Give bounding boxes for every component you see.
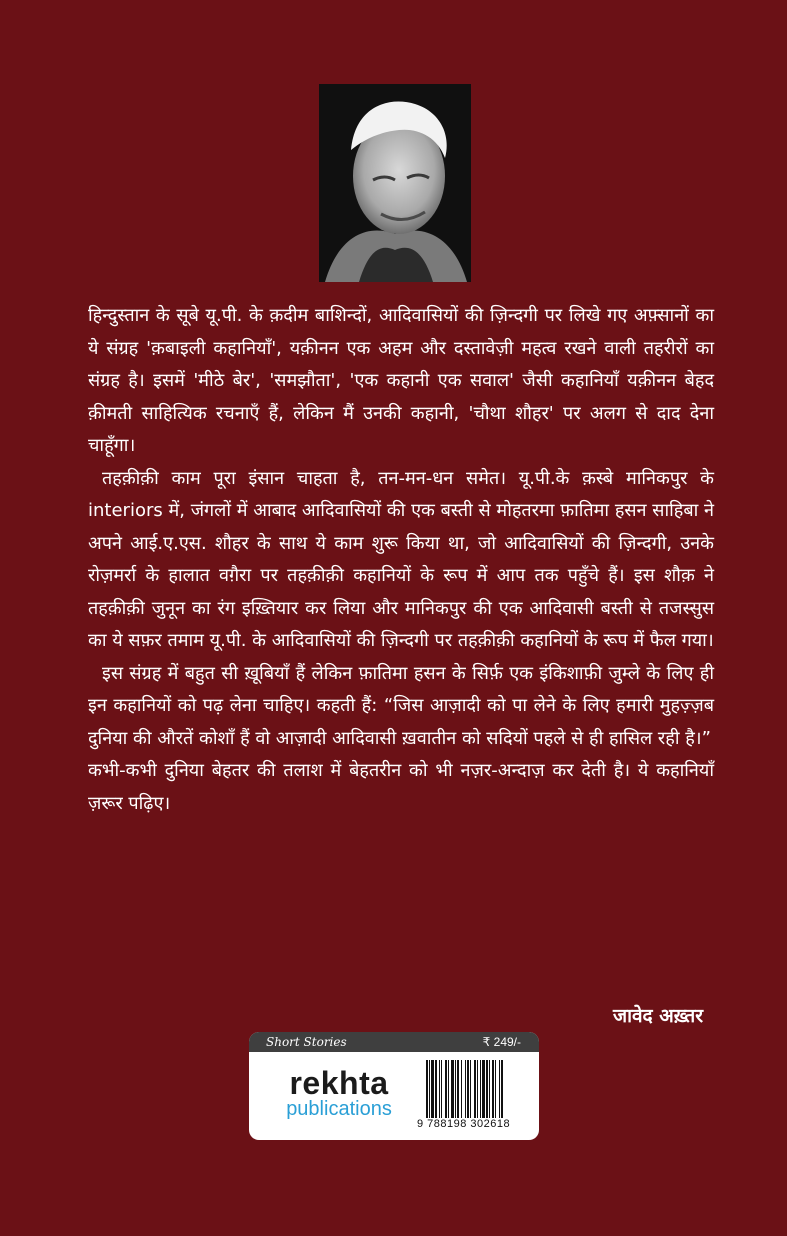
barcode-bar — [457, 1060, 459, 1118]
barcode-bar — [435, 1060, 437, 1118]
blurb-paragraph-4: कभी-कभी दुनिया बेहतर की तलाश में बेहतरीन को भी नज़र-अन्दाज़ कर देती है। ये कहानियाँ ज़रूर पढ़िए। — [88, 760, 714, 814]
barcode-bar — [465, 1060, 466, 1118]
blurb-paragraph-1: हिन्दुस्तान के सूबे यू.पी. के क़दीम बाशिन्दों, आदिवासियों की ज़िन्दगी पर लिखे गए अफ़्सानों का ये संग्रह 'क़बाइली कहानियाँ', यक़ीनन एक अहम और दस्तावेज़ी महत्व रखने वाली तहरीरों का संग्रह है। इसमें 'मीठे बेर', 'समझौता', 'एक कहानी एक सवाल' जैसी कहानियाँ यक़ीनन बेहद क़ीमती साहित्यिक रचनाएँ हैं, लेकिन मैं उनकी कहानी, 'चौथा शौहर' पर अलग से दाद देना चाहूँगा। — [88, 305, 714, 456]
barcode-bar — [480, 1060, 481, 1118]
publisher-name: rekhta — [289, 1065, 389, 1101]
price-label: ₹ 249/- — [482, 1035, 521, 1049]
barcode-bar — [448, 1060, 449, 1118]
barcode-bar — [445, 1060, 447, 1118]
barcode-bar — [501, 1060, 503, 1118]
author-portrait-icon — [319, 84, 471, 282]
barcode-icon — [425, 1060, 533, 1118]
isbn-number: 9 788198 302618 — [417, 1118, 511, 1130]
barcode-bar — [477, 1060, 478, 1118]
barcode-bar — [455, 1060, 456, 1118]
barcode-bar — [461, 1060, 462, 1118]
barcode-bar — [495, 1060, 496, 1118]
blurb-paragraph-3: इस संग्रह में बहुत सी ख़ूबियाँ हैं लेकिन फ़ातिमा हसन के सिर्फ़ एक इंकिशाफ़ी जुम्ले के लिए ही इन कहानियों को पढ़ लेना चाहिए। कहती हैं: “जिस आज़ादी को पा लेने के लिए हमारी मुहज़्ज़ब दुनिया की औरतें कोशाँ हैं वो आज़ादी आदिवासी ख़वातीन को सदियों पहले से ही हासिल रही है।” — [88, 662, 714, 749]
genre-label: Short Stories — [266, 1035, 347, 1049]
barcode-bar — [470, 1060, 471, 1118]
barcode-bar — [489, 1060, 490, 1118]
barcode-bar — [441, 1060, 442, 1118]
author-photo — [319, 84, 471, 282]
barcode-bar — [474, 1060, 476, 1118]
barcode-bar — [486, 1060, 488, 1118]
imprint-card — [249, 1032, 539, 1140]
author-signature: जावेद अख़्तर — [612, 1005, 703, 1027]
blurb-paragraph-2: तहक़ीक़ी काम पूरा इंसान चाहता है, तन-मन-धन समेत। यू.पी.के क़स्बे मानिकपुर के interiors में, जंगलों में आबाद आदिवासियों की एक बस्ती से मोहतरमा फ़ातिमा हसन साहिबा ने अपने आई.ए.एस. शौहर के साथ ये काम शुरू किया था, जो आदिवासियों की ज़िन्दगी, उनके रोज़मर्रा के हालात वग़ैरा पर तहक़ीक़ी कहानियों के रूप में आप तक पहुँचे हैं। इस शौक़ ने तहक़ीक़ी जुनून का रंग इख़्तियार कर लिया और मानिकपुर की एक आदिवासी बस्ती से तजस्सुस का ये सफ़र तमाम यू.पी. के आदिवासियों की ज़िन्दगी पर तहक़ीक़ी कहानियों के रूप में फैल गया। — [88, 467, 714, 651]
barcode-bar — [429, 1060, 430, 1118]
barcode-bar — [426, 1060, 428, 1118]
barcode-bar — [499, 1060, 500, 1118]
barcode-bar — [439, 1060, 440, 1118]
barcode-bar — [467, 1060, 469, 1118]
barcode-bar — [482, 1060, 485, 1118]
barcode-bar — [431, 1060, 434, 1118]
publisher-subtitle: publications — [286, 1098, 392, 1120]
barcode-bar — [492, 1060, 494, 1118]
imprint-header — [249, 1032, 539, 1052]
publisher-logo — [265, 1065, 413, 1120]
barcode-bar — [451, 1060, 454, 1118]
back-cover-blurb — [88, 300, 714, 820]
imprint-body — [249, 1052, 539, 1140]
